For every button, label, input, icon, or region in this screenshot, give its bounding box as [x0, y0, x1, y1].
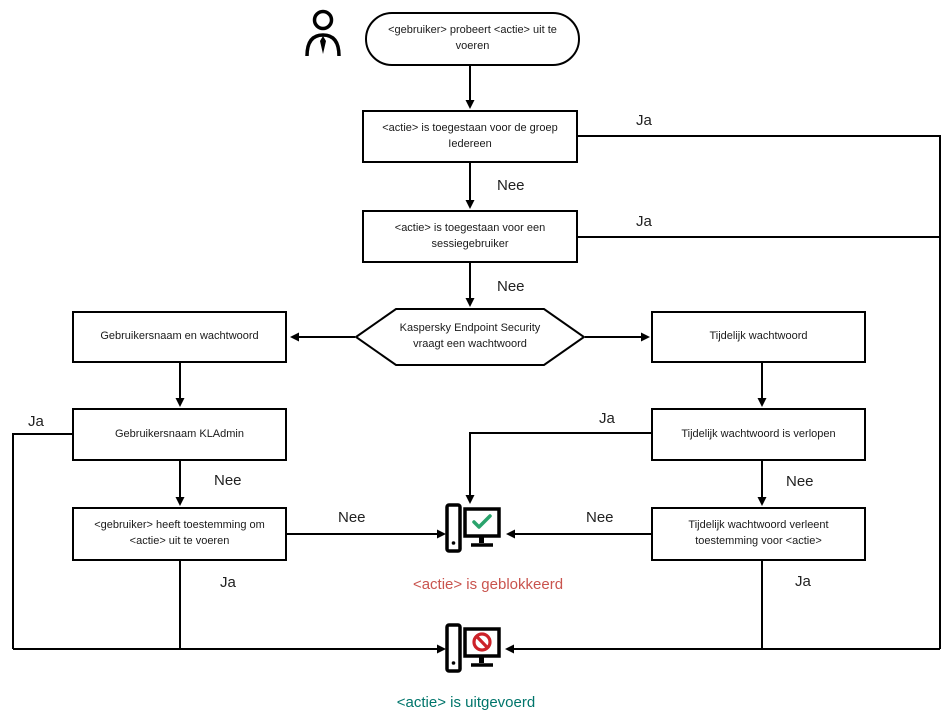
edge-label-nee-session: Nee	[497, 278, 525, 295]
edge-label-ja-permission: Ja	[220, 574, 236, 591]
node-temp-grants: Tijdelijk wachtwoord verleent toestemming voor <actie>	[651, 507, 866, 561]
node-group-allowed: <actie> is toegestaan voor de groep Iedereen	[362, 110, 578, 163]
edge-label-ja-group: Ja	[636, 112, 652, 129]
node-has-permission: <gebruiker> heeft toestemming om <actie> uit te voeren	[72, 507, 287, 561]
edge-label-ja-kladmin: Ja	[28, 413, 44, 430]
edge-label-ja-expired: Ja	[599, 410, 615, 427]
node-start: <gebruiker> probeert <actie> uit te voeren	[365, 12, 580, 66]
node-temp-expired: Tijdelijk wachtwoord is verlopen	[651, 408, 866, 461]
node-kes-prompt	[355, 308, 585, 366]
result-blocked-text: <actie> is geblokkeerd	[412, 576, 564, 593]
node-temp-password: Tijdelijk wachtwoord	[651, 311, 866, 363]
result-executed-text: <actie> is uitgevoerd	[396, 694, 536, 711]
edge-label-nee-expired: Nee	[786, 473, 814, 490]
edge-label-ja-grants: Ja	[795, 573, 811, 590]
node-session-allowed: <actie> is toegestaan voor een sessiegebruiker	[362, 210, 578, 263]
node-credentials: Gebruikersnaam en wachtwoord	[72, 311, 287, 363]
computer-check-icon	[444, 503, 502, 557]
user-icon	[301, 8, 345, 60]
hexagon-label: Kaspersky Endpoint Security vraagt een wachtwoord	[399, 322, 541, 350]
edge-label-ja-session: Ja	[636, 213, 652, 230]
node-kladmin: Gebruikersnaam KLAdmin	[72, 408, 287, 461]
computer-prohibition-icon	[444, 623, 502, 677]
edge-label-nee-kladmin: Nee	[214, 472, 242, 489]
edge-label-nee-grants: Nee	[586, 509, 614, 526]
edge-label-nee-permission: Nee	[338, 509, 366, 526]
edge-label-nee-group: Nee	[497, 177, 525, 194]
